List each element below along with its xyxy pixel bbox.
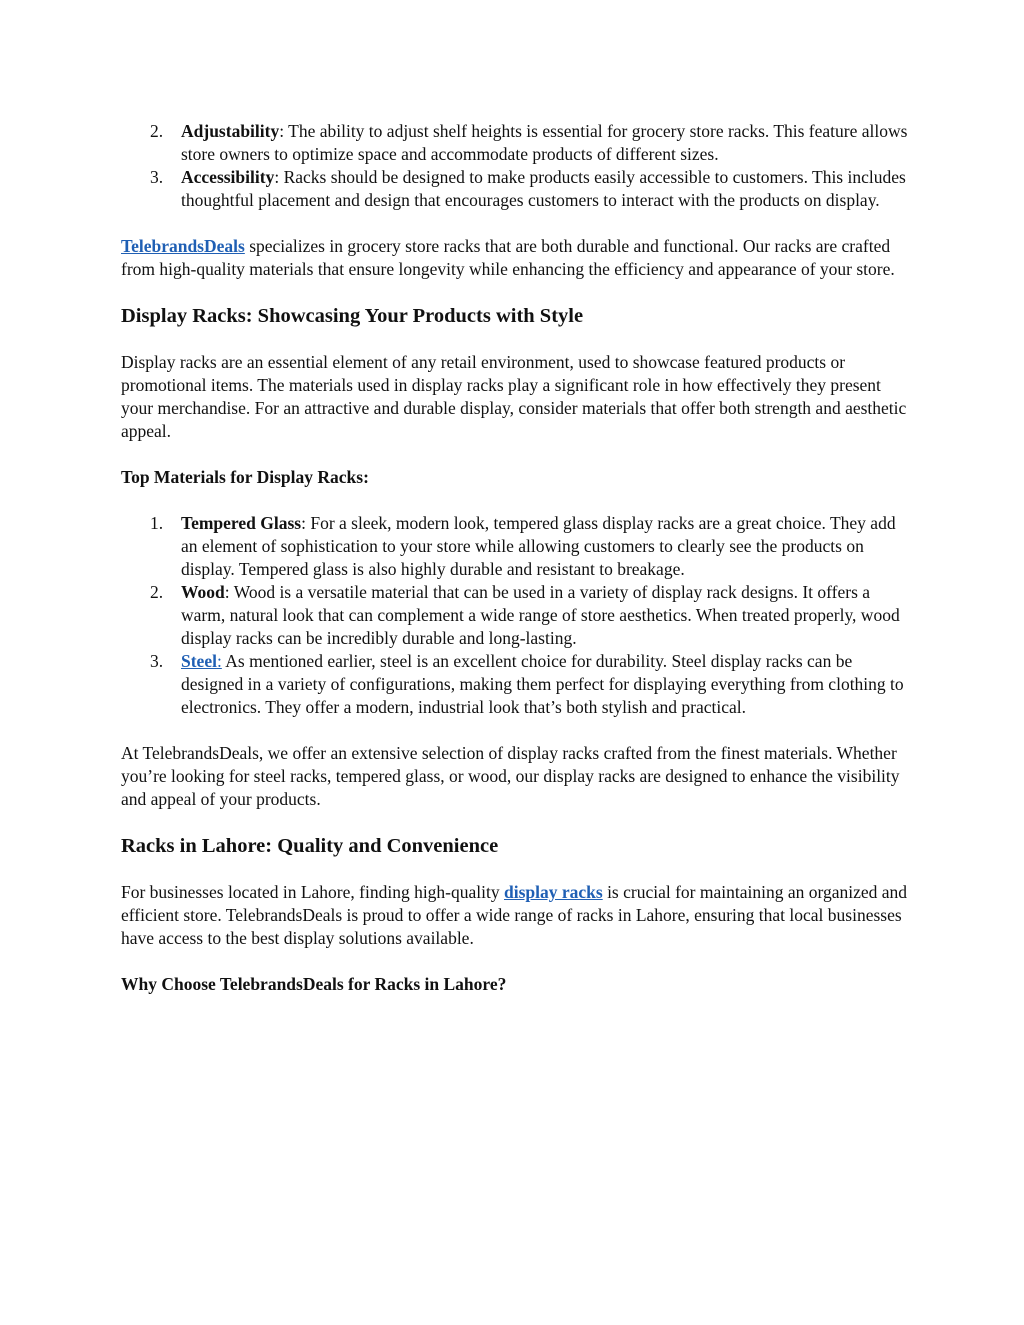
list-number: 3. <box>150 651 164 671</box>
list-item-text: : For a sleek, modern look, tempered glass display racks are a great choice. They add an element of sophistication to your store while allowing customers to clearly see the products on display. Tempered glass is also highly durable and resistant to breakage. <box>181 513 896 579</box>
list-item-text: : Wood is a versatile material that can be used in a variety of display rack designs. It offers a warm, natural look that can complement a wide range of store aesthetics. When treated properly, wood display racks can be incredibly durable and long-lasting. <box>181 582 900 648</box>
list-item-term: Wood <box>181 582 225 602</box>
list-item-adjustability <box>121 120 911 166</box>
list-number: 3. <box>150 167 164 187</box>
lahore-text-after: is crucial for maintaining an organized and efficient store. TelebrandsDeals is proud to offer a wide range of racks in Lahore, ensuring that local businesses have access to the best display solutions available. <box>121 882 908 948</box>
list-item-term: Accessibility <box>181 167 275 187</box>
steel-link-colon[interactable]: : <box>216 651 222 671</box>
list-number: 1. <box>150 513 164 533</box>
steel-link[interactable]: Steel <box>181 651 217 671</box>
display-racks-closing-paragraph: At TelebrandsDeals, we offer an extensive selection of display racks crafted from the finest materials. Whether you’re looking for steel racks, tempered glass, or wood, our display racks are designed to enhance the visibility and appeal of your products. <box>121 743 900 809</box>
intro-text: specializes in grocery store racks that are both durable and functional. Our racks are crafted from high-quality materials that ensure longevity while enhancing the efficiency and appearance of your store. <box>121 236 895 279</box>
list-item-text: : The ability to adjust shelf heights is essential for grocery store racks. This feature allows store owners to optimize space and accommodate products of different sizes. <box>181 121 908 164</box>
document-page <box>121 120 911 996</box>
lahore-paragraph <box>121 881 911 950</box>
list-item-text: : Racks should be designed to make products easily accessible to customers. This includes thoughtful placement and design that encourages customers to interact with the products on display. <box>181 167 906 210</box>
list-number: 2. <box>150 121 164 141</box>
list-item-text: As mentioned earlier, steel is an excellent choice for durability. Steel display racks can be designed in a variety of configurations, making them perfect for displaying everything from clothing to electronics. They offer a modern, industrial look that’s both stylish and practical. <box>181 651 904 717</box>
list-item-wood <box>121 581 911 650</box>
section-heading-display-racks: Display Racks: Showcasing Your Products with Style <box>121 305 584 327</box>
telebrandsdeals-link[interactable]: TelebrandsDeals <box>121 236 245 256</box>
list-item-term: Adjustability <box>181 121 280 141</box>
display-racks-link[interactable]: display racks <box>503 882 603 902</box>
features-list-continued <box>121 120 911 212</box>
section-heading-racks-in-lahore: Racks in Lahore: Quality and Convenience <box>121 835 499 857</box>
lahore-text-before: For businesses located in Lahore, finding high-quality <box>121 882 504 902</box>
list-item-steel <box>121 650 911 719</box>
subheading-top-materials: Top Materials for Display Racks: <box>121 467 369 487</box>
list-item-tempered-glass <box>121 512 911 581</box>
list-number: 2. <box>150 582 164 602</box>
subheading-why-choose: Why Choose TelebrandsDeals for Racks in Lahore? <box>121 974 507 994</box>
list-item-term: Tempered Glass <box>181 513 302 533</box>
intro-paragraph <box>121 235 911 281</box>
list-item-accessibility <box>121 166 911 212</box>
materials-list <box>121 512 911 719</box>
display-racks-paragraph: Display racks are an essential element of any retail environment, used to showcase featured products or promotional items. The materials used in display racks play a significant role in how effectively they present your merchandise. For an attractive and durable display, consider materials that offer both strength and aesthetic appeal. <box>121 352 907 441</box>
